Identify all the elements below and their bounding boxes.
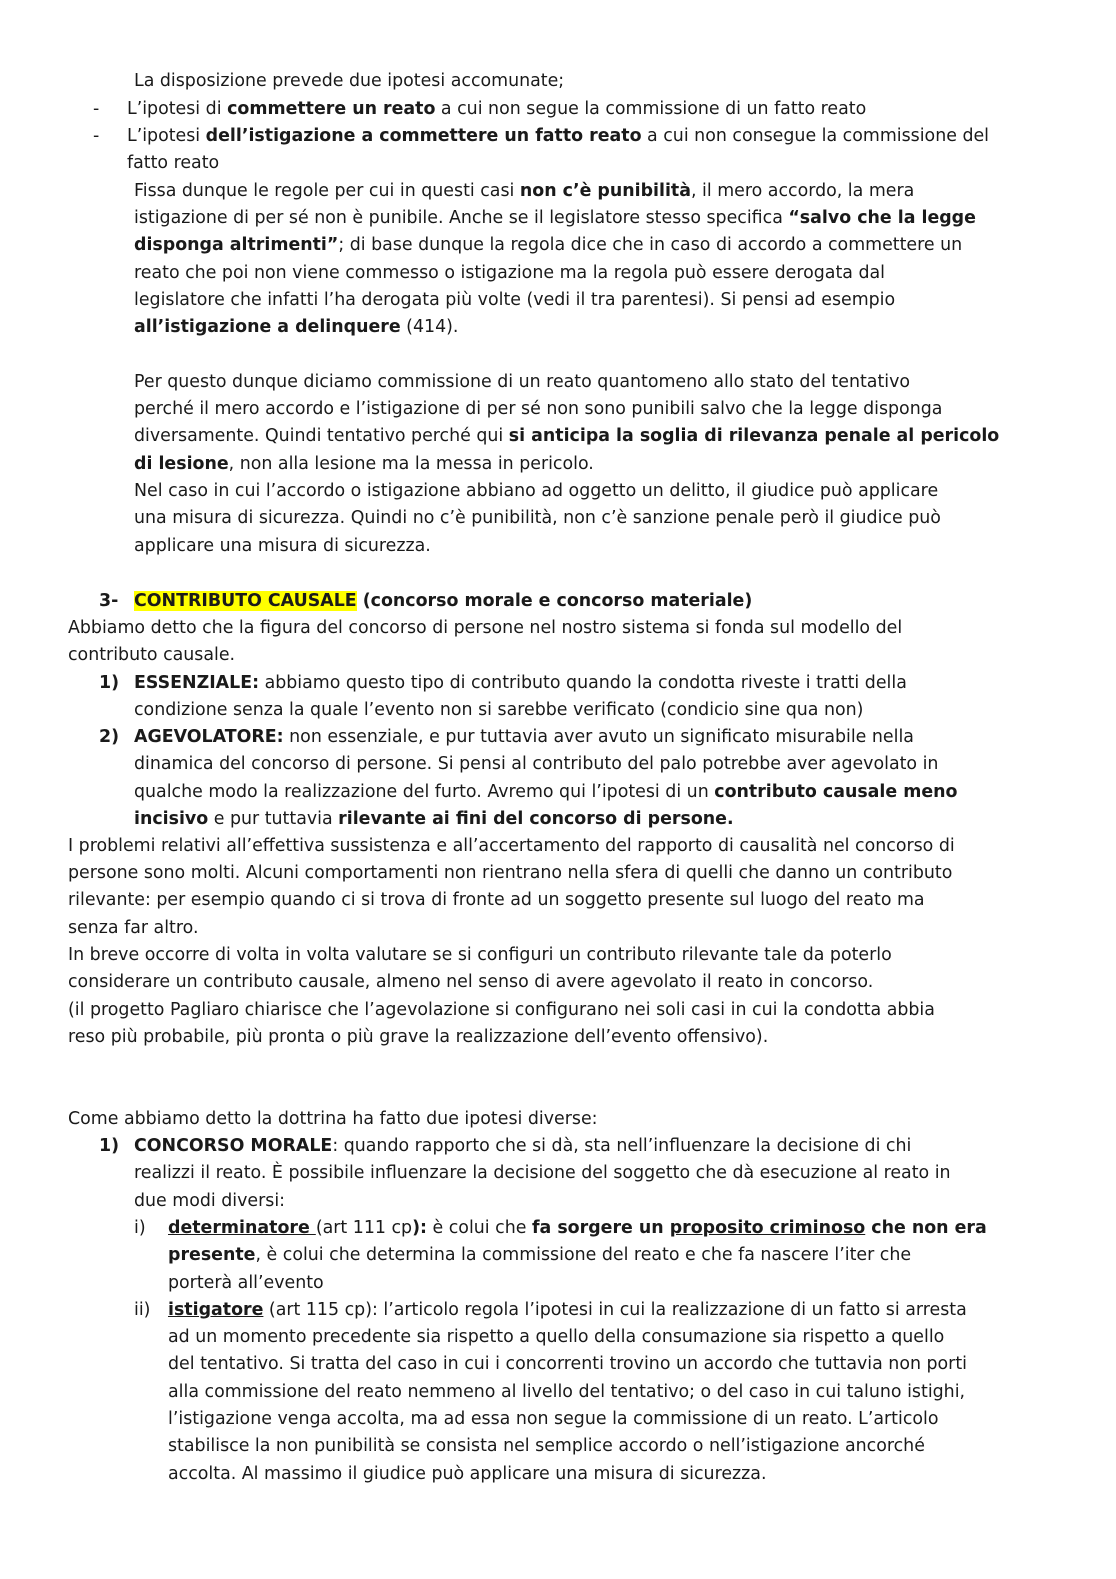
paragraph-3-line: Nel caso in cui l’accordo o istigazione abbiano ad oggetto un delitto, il giudice può applicare xyxy=(134,481,939,501)
paragraph-6-line: Come abbiamo detto la dottrina ha fatto due ipotesi diverse: xyxy=(68,1109,598,1129)
list-item-line: qualche modo la realizzazione del furto. Avremo qui l’ipotesi di un contributo causale meno xyxy=(134,782,958,802)
paragraph-5-line: (il progetto Pagliaro chiarisce che l’agevolazione si configurano nei soli casi in cui la condotta abbia xyxy=(68,1000,935,1020)
paragraph-5-line: I problemi relativi all’effettiva sussistenza e all’accertamento del rapporto di causalità nel concorso di xyxy=(68,836,955,856)
list-item-line: realizzi il reato. È possibile influenzare la decisione del soggetto che dà esecuzione al reato in xyxy=(134,1163,951,1183)
intro-line: La disposizione prevede due ipotesi accomunate; xyxy=(134,71,565,91)
list-item-line: condizione senza la quale l’evento non si sarebbe verificato (condicio sine qua non) xyxy=(134,700,864,720)
sublist-line: alla commissione del reato nemmeno al livello del tentativo; o del caso in cui taluno istighi, xyxy=(168,1382,966,1402)
paragraph-3-line: di lesione, non alla lesione ma la messa in pericolo. xyxy=(134,454,594,474)
paragraph-5-line: considerare un contributo causale, almeno nel senso di avere agevolato il reato in concorso. xyxy=(68,972,874,992)
paragraph-2-line: disponga altrimenti”; di base dunque la regola dice che in caso di accordo a commettere un xyxy=(134,235,963,255)
sublist-line: ad un momento precedente sia rispetto a quello della consumazione sia rispetto a quello xyxy=(168,1327,945,1347)
list-number: 2) xyxy=(99,727,120,747)
list-number: 1) xyxy=(99,673,120,693)
sublist-line: accolta. Al massimo il giudice può applicare una misura di sicurezza. xyxy=(168,1464,767,1484)
paragraph-3-line: applicare una misura di sicurezza. xyxy=(134,536,431,556)
paragraph-5-line: rilevante: per esempio quando ci si trova di fronte ad un soggetto presente sul luogo del reato ma xyxy=(68,890,925,910)
paragraph-2-line: istigazione di per sé non è punibile. Anche se il legislatore stesso specifica “salvo che la legge xyxy=(134,208,976,228)
list-item-essenziale: ESSENZIALE: abbiamo questo tipo di contributo quando la condotta riveste i tratti della xyxy=(134,673,907,693)
paragraph-3-line: una misura di sicurezza. Quindi no c’è punibilità, non c’è sanzione penale però il giudice può xyxy=(134,508,941,528)
dash-item-2-line: L’ipotesi dell’istigazione a commettere un fatto reato a cui non consegue la commissione del xyxy=(127,126,990,146)
sublist-line: del tentativo. Si tratta del caso in cui i concorrenti trovino un accordo che tuttavia non porti xyxy=(168,1354,967,1374)
sublist-line: presente, è colui che determina la commissione del reato e che fa nascere l’iter che xyxy=(168,1245,912,1265)
section-heading: CONTRIBUTO CAUSALE (concorso morale e concorso materiale) xyxy=(134,591,753,611)
sublist-marker: ii) xyxy=(134,1300,151,1320)
dash-item-1: L’ipotesi di commettere un reato a cui non segue la commissione di un fatto reato xyxy=(127,99,867,119)
dash-marker: - xyxy=(93,126,100,146)
paragraph-5-line: persone sono molti. Alcuni comportamenti non rientrano nella sfera di quelli che danno un contributo xyxy=(68,863,953,883)
paragraph-4-line: Abbiamo detto che la figura del concorso di persone nel nostro sistema si fonda sul modello del xyxy=(68,618,903,638)
paragraph-2-line: reato che poi non viene commesso o istigazione ma la regola può essere derogata dal xyxy=(134,263,885,283)
section-number: 3- xyxy=(99,591,119,611)
paragraph-2-line: legislatore che infatti l’ha derogata più volte (vedi il tra parentesi). Si pensi ad esempio xyxy=(134,290,896,310)
list-item-agevolatore: AGEVOLATORE: non essenziale, e pur tuttavia aver avuto un significato misurabile nella xyxy=(134,727,914,747)
list-item-line: incisivo e pur tuttavia rilevante ai fini del concorso di persone. xyxy=(134,809,734,829)
paragraph-2-line: all’istigazione a delinquere (414). xyxy=(134,317,459,337)
dash-item-2-line: fatto reato xyxy=(127,153,220,173)
paragraph-5-line: reso più probabile, più pronta o più grave la realizzazione dell’evento offensivo). xyxy=(68,1027,769,1047)
paragraph-2-line: Fissa dunque le regole per cui in questi casi non c’è punibilità, il mero accordo, la mera xyxy=(134,181,915,201)
list-item-concorso-morale: CONCORSO MORALE: quando rapporto che si dà, sta nell’influenzare la decisione di chi xyxy=(134,1136,912,1156)
sublist-marker: i) xyxy=(134,1218,146,1238)
dash-marker: - xyxy=(93,99,100,119)
list-item-line: due modi diversi: xyxy=(134,1191,286,1211)
list-number: 1) xyxy=(99,1136,120,1156)
paragraph-3-line: diversamente. Quindi tentativo perché qui si anticipa la soglia di rilevanza penale al pericolo xyxy=(134,426,1000,446)
paragraph-3-line: perché il mero accordo e l’istigazione di per sé non sono punibili salvo che la legge disponga xyxy=(134,399,943,419)
list-item-line: dinamica del concorso di persone. Si pensi al contributo del palo potrebbe aver agevolato in xyxy=(134,754,939,774)
sublist-line: l’istigazione venga accolta, ma ad essa non segue la commissione di un reato. L’articolo xyxy=(168,1409,939,1429)
sublist-item-istigatore: istigatore (art 115 cp): l’articolo regola l’ipotesi in cui la realizzazione di un fatto si arresta xyxy=(168,1300,967,1320)
paragraph-3-line: Per questo dunque diciamo commissione di un reato quantomeno allo stato del tentativo xyxy=(134,372,911,392)
paragraph-5-line: In breve occorre di volta in volta valutare se si configuri un contributo rilevante tale da poterlo xyxy=(68,945,892,965)
sublist-line: stabilisce la non punibilità se consista nel semplice accordo o nell’istigazione ancorché xyxy=(168,1436,925,1456)
paragraph-4-line: contributo causale. xyxy=(68,645,236,665)
sublist-item-determinatore: determinatore (art 111 cp): è colui che fa sorgere un proposito criminoso che non era xyxy=(168,1218,987,1238)
highlighted-title: CONTRIBUTO CAUSALE xyxy=(134,591,357,611)
paragraph-5-line: senza far altro. xyxy=(68,918,199,938)
sublist-line: porterà all’evento xyxy=(168,1273,324,1293)
